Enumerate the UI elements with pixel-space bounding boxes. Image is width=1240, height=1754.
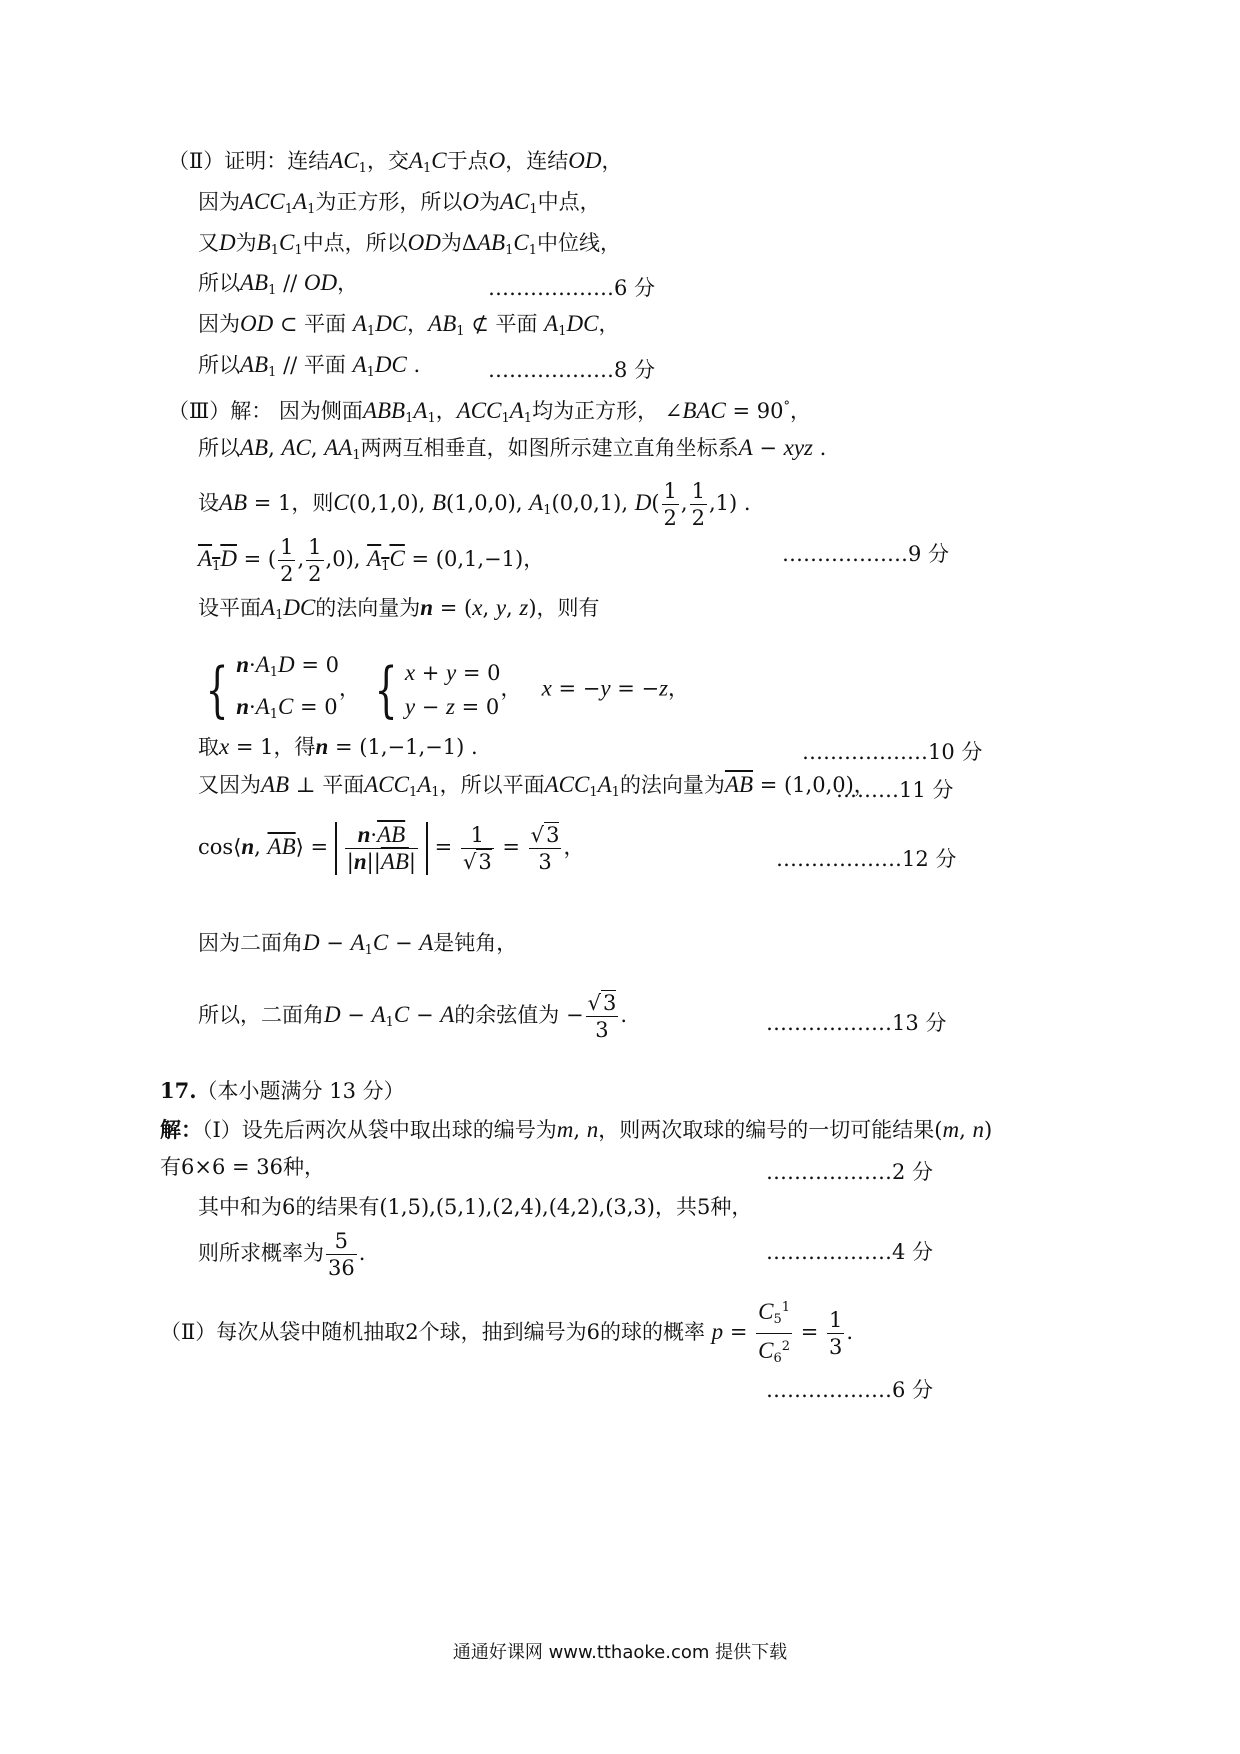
part3-line-3: 设AB = 1，则C(0,1,0), B(1,0,0), $A_1(0,0,1)$, D( $\frac{1}{2}$ , $\frac{1}{2}$ ,1) . xyxy=(198,479,751,530)
part3-line-1: （Ⅲ）解： 因为侧面$ABB_1A_1$，$ACC_1A_1$均为正方形， ∠BAC = 90°， xyxy=(168,398,811,426)
part2-line-3: 又D为$B_1C_1$中点，所以OD为$\Delta AB_1C_1$中位线， xyxy=(198,230,622,258)
part3-line-8: 又因为AB ⊥ 平面$ACC_1A_1$，所以平面$ACC_1A_1$的法向量为$\overline{AB} = (1,0,0)$， xyxy=(198,772,875,800)
q17-title: 17.（本小题满分 13 分） xyxy=(160,1078,405,1103)
q17-line-4: 则所求概率为 $\frac{5}{36}$ . xyxy=(198,1229,366,1280)
score-4: ………………4 分 xyxy=(766,1240,934,1264)
score-13: ………………13 分 xyxy=(766,1011,947,1035)
score-10: ………………10 分 xyxy=(802,740,983,764)
score-6a: ………………6 分 xyxy=(488,276,656,300)
part2-line-5: 因为OD ⊂ 平面 $A_1DC$，$AB_1$ ⊄ 平面 $A_1DC$， xyxy=(198,311,620,339)
score-9: ………………9 分 xyxy=(782,542,950,566)
part3-line-2: 所以AB, AC, $AA_1$两两互相垂直，如图所示建立直角坐标系A − xyz . xyxy=(198,435,827,463)
part3-line-10: 因为二面角$D - A_1C - A$是钝角， xyxy=(198,930,518,958)
q17-line-1: 解：（Ⅰ）设先后两次从袋中取出球的编号为m, n，则两次取球的编号的一切可能结果(m, n) xyxy=(160,1117,993,1142)
part2-line-2: 因为$ACC_1A_1$为正方形，所以O为$AC_1$中点， xyxy=(198,189,601,217)
part2-line-1: （Ⅱ）证明：连结$AC_1$，交$A_1C$于点O，连结OD， xyxy=(168,148,623,176)
score-11: ………11 分 xyxy=(836,778,954,802)
score-8: ………………8 分 xyxy=(488,358,656,382)
part3-line-5: 设平面$A_1DC$的法向量为n = (x, y, z)，则有 xyxy=(198,595,600,623)
score-6b: ………………6 分 xyxy=(766,1378,934,1402)
part3-line-4: $A_1D$ = ( $\frac{1}{2}$ , $\frac{1}{2}$ ,0), $A_1C = (0,1,-1)$， xyxy=(198,535,545,586)
page-footer: 通通好课网 www.tthaoke.com 提供下载 xyxy=(452,1642,788,1663)
q17-line-2: 有6×6 = 36种， xyxy=(160,1155,325,1179)
part2-line-6: 所以$AB_1$ // 平面 $A_1DC$ . xyxy=(198,352,421,380)
score-2: ………………2 分 xyxy=(766,1160,934,1184)
part3-line-9: cos⟨n, $\overline{AB}⟩$ = $\frac{n\cdot\overline{AB}}{|n||\overline{AB}|}$ = $\frac{1}{√3}$ = $\frac{√3}{3}$ ， xyxy=(198,822,585,874)
part3-line-6: { $n\cdot A_1D = 0$ $n\cdot A_1C = 0$ ， { x + y = 0 y − z = 0 ， x = −y = −z， xyxy=(205,652,690,725)
score-12: ………………12 分 xyxy=(776,847,957,871)
part2-line-4: 所以$AB_1$ // OD， xyxy=(198,270,359,298)
q17-line-3: 其中和为6的结果有(1,5),(5,1),(2,4),(4,2),(3,3)，共5种， xyxy=(198,1195,753,1219)
q17-line-5: （Ⅱ）每次从袋中随机抽取2个球，抽到编号为6的球的概率 p = $\frac{C_5^1}{C_6^2}$ = $\frac{1}{3}$ . xyxy=(160,1295,853,1372)
part3-line-11: 所以，二面角$D - A_1C - A$的余弦值为 − $\frac{√3}{3}$ . xyxy=(198,991,628,1042)
part3-line-7: 取x = 1，得n = (1,−1,−1) . xyxy=(198,734,478,759)
